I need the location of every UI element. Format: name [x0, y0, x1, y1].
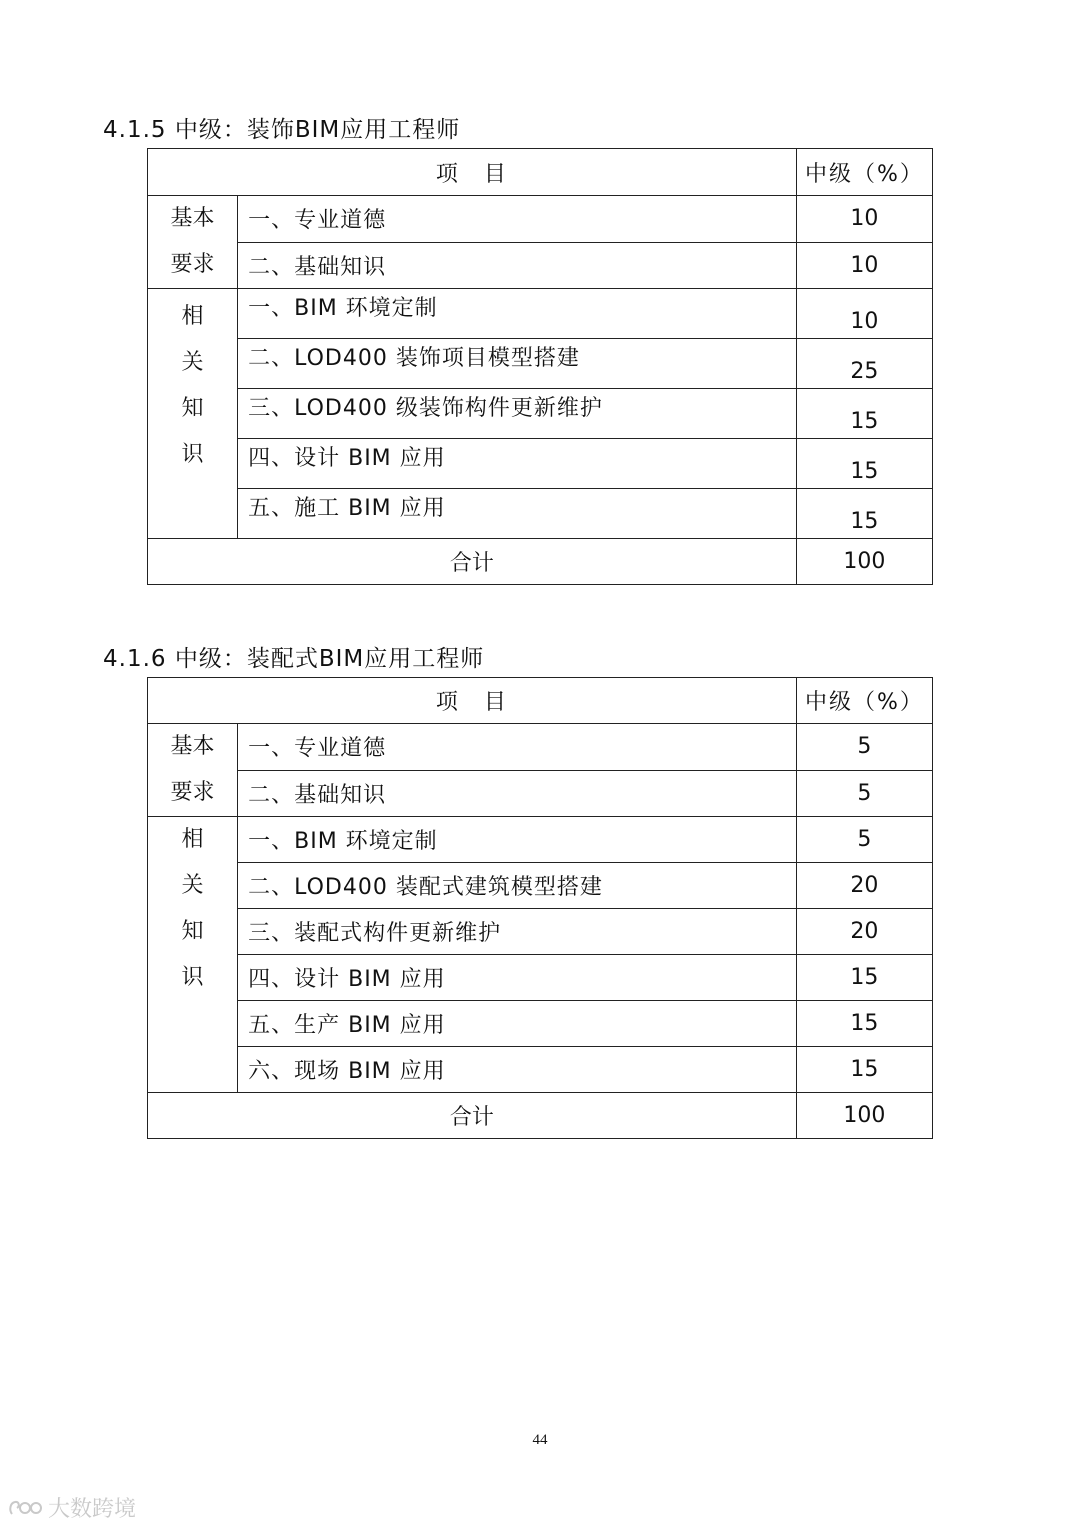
group-label-line: 要求 [170, 780, 215, 805]
group-label-line: 关 [181, 873, 204, 898]
header-item: 项 目 [148, 678, 797, 724]
header-pct: 中级（%） [796, 678, 932, 724]
row-item: 二、基础知识 [238, 242, 797, 289]
table-row [148, 439, 933, 489]
row-item: 二、LOD400 装饰项目模型搭建 [238, 339, 797, 389]
group-label-line: 要求 [170, 252, 215, 277]
row-pct: 15 [796, 389, 932, 439]
watermark [8, 1492, 136, 1523]
table-row [148, 909, 933, 955]
total-pct: 100 [796, 539, 932, 585]
row-item: 三、装配式构件更新维护 [238, 909, 797, 955]
group-label-line: 知 [181, 396, 204, 421]
row-item: 四、设计 BIM 应用 [238, 955, 797, 1001]
row-item: 二、LOD400 装配式建筑模型搭建 [238, 863, 797, 909]
row-item: 四、设计 BIM 应用 [238, 439, 797, 489]
row-pct: 15 [796, 439, 932, 489]
row-pct: 20 [796, 863, 932, 909]
row-item: 六、现场 BIM 应用 [238, 1047, 797, 1093]
group-label-line: 识 [181, 442, 204, 467]
row-item: 五、生产 BIM 应用 [238, 1001, 797, 1047]
row-pct: 15 [796, 489, 932, 539]
group-basic-requirements [148, 724, 238, 817]
group-label-line: 基本 [170, 734, 215, 759]
watermark-text: 大数跨境 [48, 1497, 137, 1522]
row-item: 三、LOD400 级装饰构件更新维护 [238, 389, 797, 439]
group-related-knowledge [148, 289, 238, 539]
row-item: 一、专业道德 [238, 724, 797, 771]
group-label-line: 知 [181, 919, 204, 944]
table-total-row [148, 539, 933, 585]
row-pct: 5 [796, 817, 932, 863]
row-pct: 15 [796, 1047, 932, 1093]
table-row [148, 339, 933, 389]
table-row [148, 289, 933, 339]
page-number: 44 [532, 1432, 548, 1448]
score-table-4-1-5 [147, 148, 933, 585]
table-header-row [148, 678, 933, 724]
row-pct: 15 [796, 955, 932, 1001]
row-pct: 15 [796, 1001, 932, 1047]
total-label: 合计 [148, 539, 797, 585]
table-row [148, 1047, 933, 1093]
row-pct: 5 [796, 770, 932, 817]
group-label-line: 基本 [170, 206, 215, 231]
group-label-line: 关 [181, 350, 204, 375]
table-row [148, 489, 933, 539]
row-item: 一、BIM 环境定制 [238, 817, 797, 863]
table-row [148, 724, 933, 771]
total-label: 合计 [148, 1093, 797, 1139]
table-row [148, 196, 933, 243]
table-row [148, 242, 933, 289]
row-pct: 25 [796, 339, 932, 389]
row-item: 二、基础知识 [238, 770, 797, 817]
row-pct: 10 [796, 289, 932, 339]
group-label-line: 相 [181, 827, 204, 852]
table-row [148, 863, 933, 909]
row-item: 一、专业道德 [238, 196, 797, 243]
section-title-4-1-5: 4.1.5 中级：装饰BIM应用工程师 [103, 117, 461, 143]
row-item: 五、施工 BIM 应用 [238, 489, 797, 539]
table-total-row [148, 1093, 933, 1139]
total-pct: 100 [796, 1093, 932, 1139]
header-item: 项 目 [148, 149, 797, 196]
table-row [148, 817, 933, 863]
group-basic-requirements [148, 196, 238, 289]
row-pct: 10 [796, 196, 932, 243]
row-item: 一、BIM 环境定制 [238, 289, 797, 339]
row-pct: 5 [796, 724, 932, 771]
header-pct: 中级（%） [796, 149, 932, 196]
row-pct: 20 [796, 909, 932, 955]
table-row [148, 770, 933, 817]
group-label-line: 相 [181, 304, 204, 329]
watermark-logo-icon [8, 1498, 42, 1518]
group-label-line: 识 [181, 965, 204, 990]
group-related-knowledge [148, 817, 238, 1093]
table-header-row [148, 149, 933, 196]
row-pct: 10 [796, 242, 932, 289]
table-row [148, 389, 933, 439]
table-row [148, 955, 933, 1001]
table-row [148, 1001, 933, 1047]
section-title-4-1-6: 4.1.6 中级：装配式BIM应用工程师 [103, 646, 485, 672]
score-table-4-1-6 [147, 677, 933, 1139]
